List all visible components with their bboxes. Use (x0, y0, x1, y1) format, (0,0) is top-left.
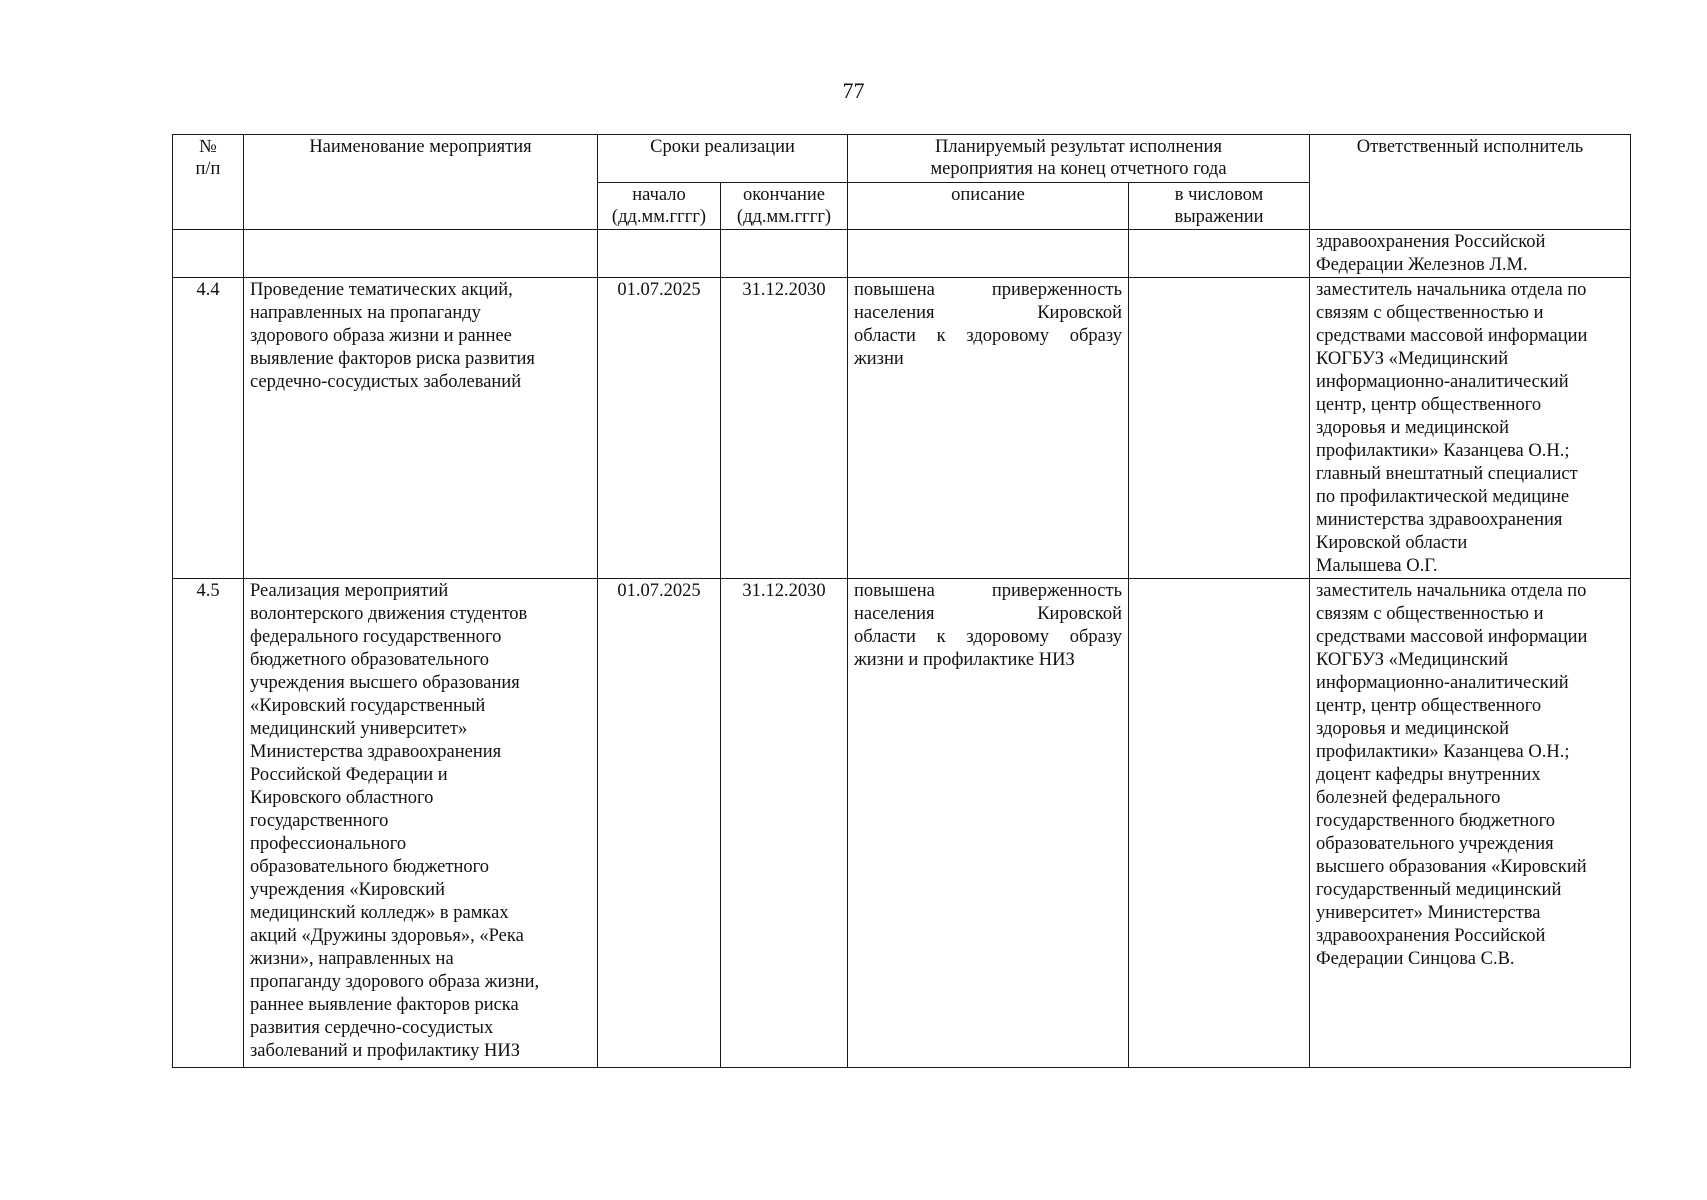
description-line: повышена приверженность (854, 280, 1122, 300)
cell-end: 31.12.2030 (721, 278, 848, 579)
description-line: жизни и профилактике НИЗ (854, 650, 1075, 670)
description-line: населения Кировской (854, 604, 1122, 624)
header-responsible: Ответственный исполнитель (1310, 135, 1631, 230)
cell-description (848, 230, 1129, 278)
header-terms: Сроки реализации (598, 135, 848, 183)
header-description: описание (848, 183, 1129, 230)
cell-responsible: здравоохранения Российской Федерации Железнов Л.М. (1310, 230, 1631, 278)
cell-name: Реализация мероприятий волонтерского движения студентов федерального государственного бюджетного образовательного учреждения высшего образования «Кировский государственный медицинский университет» Министерства здравоохранения Российской Федерации и Кировского областного государственного профессионального образовательного бюджетного учреждения «Кировский медицинский колледж» в рамках акций «Дружины здоровья», «Река жизни», направленных на пропаганду здорового образа жизни, раннее выявление факторов риска развития сердечно-сосудистых заболеваний и профилактику НИЗ (244, 579, 598, 1068)
header-name: Наименование мероприятия (244, 135, 598, 230)
table-row (173, 579, 1631, 1068)
cell-num: 4.4 (173, 278, 244, 579)
cell-num: 4.5 (173, 579, 244, 1068)
cell-numeric (1129, 579, 1310, 1068)
table-row-continuation (173, 230, 1631, 278)
table-row (173, 278, 1631, 579)
cell-description (848, 579, 1129, 1068)
cell-start: 01.07.2025 (598, 579, 721, 1068)
header-result: Планируемый результат исполнения мероприятия на конец отчетного года (848, 135, 1310, 183)
measures-table (172, 134, 1631, 1068)
cell-description (848, 278, 1129, 579)
cell-start: 01.07.2025 (598, 278, 721, 579)
cell-end: 31.12.2030 (721, 579, 848, 1068)
description-line: населения Кировской (854, 303, 1122, 323)
header-num: № п/п (173, 135, 244, 230)
cell-responsible: заместитель начальника отдела по связям с общественностью и средствами массовой информации КОГБУЗ «Медицинский информационно-аналитический центр, центр общественного здоровья и медицинской профилактики» Казанцева О.Н.; главный внештатный специалист по профилактической медицине министерства здравоохранения Кировской области Малышева О.Г. (1310, 278, 1631, 579)
cell-numeric (1129, 230, 1310, 278)
cell-responsible: заместитель начальника отдела по связям с общественностью и средствами массовой информации КОГБУЗ «Медицинский информационно-аналитический центр, центр общественного здоровья и медицинской профилактики» Казанцева О.Н.; доцент кафедры внутренних болезней федерального государственного бюджетного образовательного учреждения высшего образования «Кировский государственный медицинский университет» Министерства здравоохранения Российской Федерации Синцова С.В. (1310, 579, 1631, 1068)
cell-num (173, 230, 244, 278)
description-line: повышена приверженность (854, 581, 1122, 601)
header-numeric: в числовом выражении (1129, 183, 1310, 230)
cell-start (598, 230, 721, 278)
cell-numeric (1129, 278, 1310, 579)
header-start: начало (дд.мм.гггг) (598, 183, 721, 230)
cell-name: Проведение тематических акций, направленных на пропаганду здорового образа жизни и раннее выявление факторов риска развития сердечно-сосудистых заболеваний (244, 278, 598, 579)
description-line: области к здоровому образу (854, 326, 1122, 346)
cell-end (721, 230, 848, 278)
description-line: области к здоровому образу (854, 627, 1122, 647)
cell-name (244, 230, 598, 278)
header-end: окончание (дд.мм.гггг) (721, 183, 848, 230)
description-line: жизни (854, 349, 904, 369)
page-number: 77 (842, 78, 865, 103)
